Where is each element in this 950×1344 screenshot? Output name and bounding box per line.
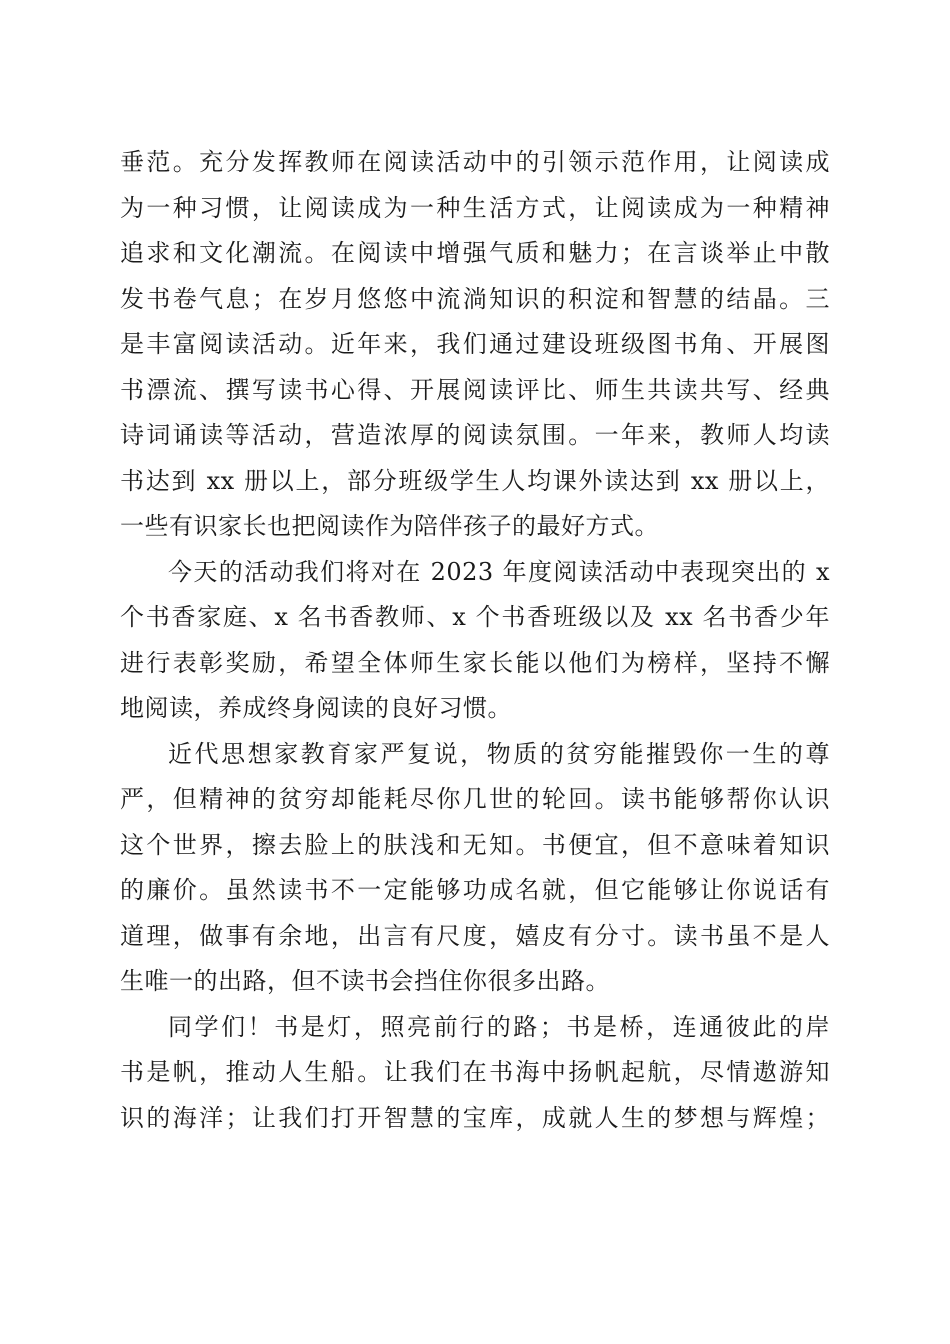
paragraph xyxy=(120,1005,830,1142)
text-line: 识的海洋；让我们打开智慧的宝库，成就人生的梦想与辉煌； xyxy=(120,1103,830,1132)
text-line: 道理，做事有余地，出言有尺度，嬉皮有分寸。读书虽不是人 xyxy=(120,921,830,950)
text-line: 一些有识家长也把阅读作为陪伴孩子的最好方式。 xyxy=(120,512,659,540)
text-line: 地阅读，养成终身阅读的良好习惯。 xyxy=(120,694,512,722)
text-line: 的廉价。虽然读书不一定能够功成名就，但它能够让你说话有 xyxy=(120,876,830,904)
text-line: 近代思想家教育家严复说，物质的贫穷能摧毁你一生的尊 xyxy=(168,739,830,768)
document-body xyxy=(120,140,830,1141)
text-line: 个书香家庭、x 名书香教师、x 个书香班级以及 xx 名书香少年 xyxy=(120,603,830,631)
text-line: 生唯一的出路，但不读书会挡住你很多出路。 xyxy=(120,967,610,995)
text-line: 追求和文化潮流。在阅读中增强气质和魅力；在言谈举止中散 xyxy=(120,239,830,267)
text-line: 垂范。充分发挥教师在阅读活动中的引领示范作用，让阅读成 xyxy=(120,148,830,176)
text-line: 为一种习惯，让阅读成为一种生活方式，让阅读成为一种精神 xyxy=(120,193,830,222)
text-line: 今天的活动我们将对在 2023 年度阅读活动中表现突出的 x xyxy=(168,557,830,586)
text-line: 诗词诵读等活动，营造浓厚的阅读氛围。一年来，教师人均读 xyxy=(120,421,830,449)
text-line: 发书卷气息；在岁月悠悠中流淌知识的积淀和智慧的结晶。三 xyxy=(120,284,830,313)
text-line: 书漂流、撰写读书心得、开展阅读评比、师生共读共写、经典 xyxy=(120,375,830,404)
paragraph xyxy=(120,550,830,732)
paragraph xyxy=(120,732,830,1005)
text-line: 严，但精神的贫穷却能耗尽你几世的轮回。读书能够帮你认识 xyxy=(120,785,830,813)
text-line: 进行表彰奖励，希望全体师生家长能以他们为榜样，坚持不懈 xyxy=(120,648,830,677)
text-line: 书是帆，推动人生船。让我们在书海中扬帆起航，尽情遨游知 xyxy=(120,1058,830,1086)
text-line: 这个世界，擦去脸上的肤浅和无知。书便宜，但不意味着知识 xyxy=(120,830,830,859)
text-line: 是丰富阅读活动。近年来，我们通过建设班级图书角、开展图 xyxy=(120,330,830,358)
text-line: 书达到 xx 册以上，部分班级学生人均课外读达到 xx 册以上， xyxy=(120,466,830,495)
text-line: 同学们！书是灯，照亮前行的路；书是桥，连通彼此的岸 xyxy=(168,1012,830,1041)
paragraph xyxy=(120,140,830,550)
